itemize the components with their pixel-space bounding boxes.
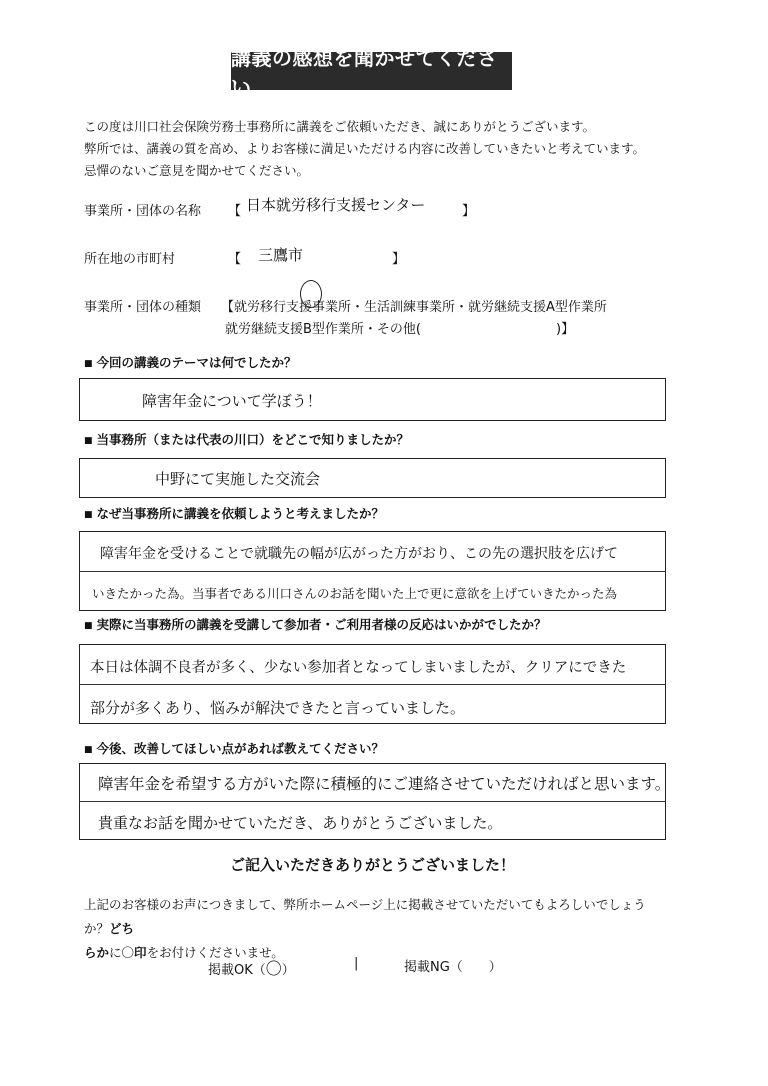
section-heading-improvement	[84, 739, 384, 757]
section-heading-reason	[84, 504, 384, 522]
consent-emphasis: 印	[134, 945, 147, 960]
section-heading-text: 今回の講義のテーマは何でしたか？	[96, 355, 297, 370]
answer-text: 本日は体調不良者が多く、少ない参加者となってしまいましたが、クリアにできた	[90, 660, 627, 676]
publish-ok-option[interactable]	[208, 956, 295, 979]
section-heading-text: 当事務所（または代表の川口）をどこで知りましたか？	[96, 432, 410, 447]
consent-line: 上記のお客様のお声につきまして、弊所ホームページ上に掲載させていただいてもよろしいでしょうか？	[84, 897, 646, 936]
section-heading-theme	[84, 353, 297, 371]
publish-ok-label: 掲載OK（	[208, 963, 266, 978]
answer-text: 障害年金を希望する方がいた際に積極的にご連絡させていただければと思います。	[98, 775, 671, 793]
section-heading-reaction	[84, 615, 547, 633]
publish-ok-choice: 〇	[265, 959, 282, 978]
consent-emphasis: どち	[109, 921, 135, 936]
section-heading-source	[84, 430, 409, 448]
org-name-field[interactable]: 日本就労移行支援センター	[246, 196, 426, 214]
answer-text: 障害年金について学ぼう！	[142, 392, 322, 410]
section-marker: ■	[84, 745, 93, 755]
answer-text: 中野にて実施した交流会	[155, 470, 321, 488]
intro-line: 忌憚のないご意見を聞かせてください。	[84, 163, 310, 178]
consent-line: をお付けくださいませ。	[146, 945, 284, 960]
org-type-close: )】	[556, 322, 575, 337]
consent-text	[84, 893, 664, 965]
answer-divider	[79, 684, 666, 685]
org-name-open-bracket: 【	[228, 204, 242, 219]
publish-separator: |	[354, 956, 359, 971]
answer-divider	[79, 801, 666, 802]
section-heading-text: なぜ当事務所に講義を依頼しようと考えましたか？	[96, 506, 385, 521]
consent-particle: に	[109, 945, 122, 960]
answer-text: いきたかった為。当事者である川口さんのお話を聞いた上で更に意欲を上げていきたかった為	[92, 586, 618, 601]
section-marker: ■	[84, 621, 93, 631]
city-label: 所在地の市町村	[84, 252, 176, 267]
consent-emphasis: らか	[84, 945, 110, 960]
publish-ng-option[interactable]: 掲載NG（ ）	[404, 960, 502, 975]
intro-text	[84, 116, 645, 182]
answer-text: 貴重なお話を聞かせていただき、ありがとうございました。	[98, 814, 503, 832]
publish-ok-close: ）	[281, 963, 295, 978]
org-name-close-bracket: 】	[462, 204, 476, 219]
answer-divider	[79, 571, 666, 572]
answer-text: 障害年金を受けることで就職先の幅が広がった方がおり、この先の選択肢を広げて	[100, 546, 618, 562]
section-marker: ■	[84, 510, 93, 520]
org-type-label: 事業所・団体の種類	[84, 300, 202, 315]
city-open-bracket: 【	[228, 252, 242, 267]
section-marker: ■	[84, 436, 93, 446]
intro-line: 弊所では、講義の質を高め、よりお客様に満足いただける内容に改善していきたいと考えています。	[84, 141, 646, 156]
org-type-options-line1[interactable]: 【就労移行支援事業所・生活訓練事業所・就労継続支援A型作業所	[221, 300, 607, 315]
consent-mark: 〇	[121, 945, 135, 960]
org-type-selection-circle	[300, 280, 322, 308]
answer-text: 部分が多くあり、悩みが解決できたと言っていました。	[90, 699, 466, 717]
section-heading-text: 今後、改善してほしい点があれば教えてください？	[96, 741, 385, 756]
section-marker: ■	[84, 359, 93, 369]
city-field[interactable]: 三鷹市	[258, 246, 304, 264]
page-title: 講義の感想を聞かせてください	[231, 52, 512, 90]
section-heading-text: 実際に当事務所の講義を受講して参加者・ご利用者様の反応はいかがでしたか？	[96, 617, 547, 632]
org-name-label: 事業所・団体の名称	[84, 204, 202, 219]
org-type-options-line2[interactable]: 就労継続支援B型作業所・その他(	[225, 322, 421, 337]
thanks-message: ご記入いただきありがとうございました！	[230, 856, 516, 874]
intro-line: この度は川口社会保険労務士事務所に講義をご依頼いただき、誠にありがとうございます。	[84, 119, 596, 134]
city-close-bracket: 】	[392, 252, 406, 267]
